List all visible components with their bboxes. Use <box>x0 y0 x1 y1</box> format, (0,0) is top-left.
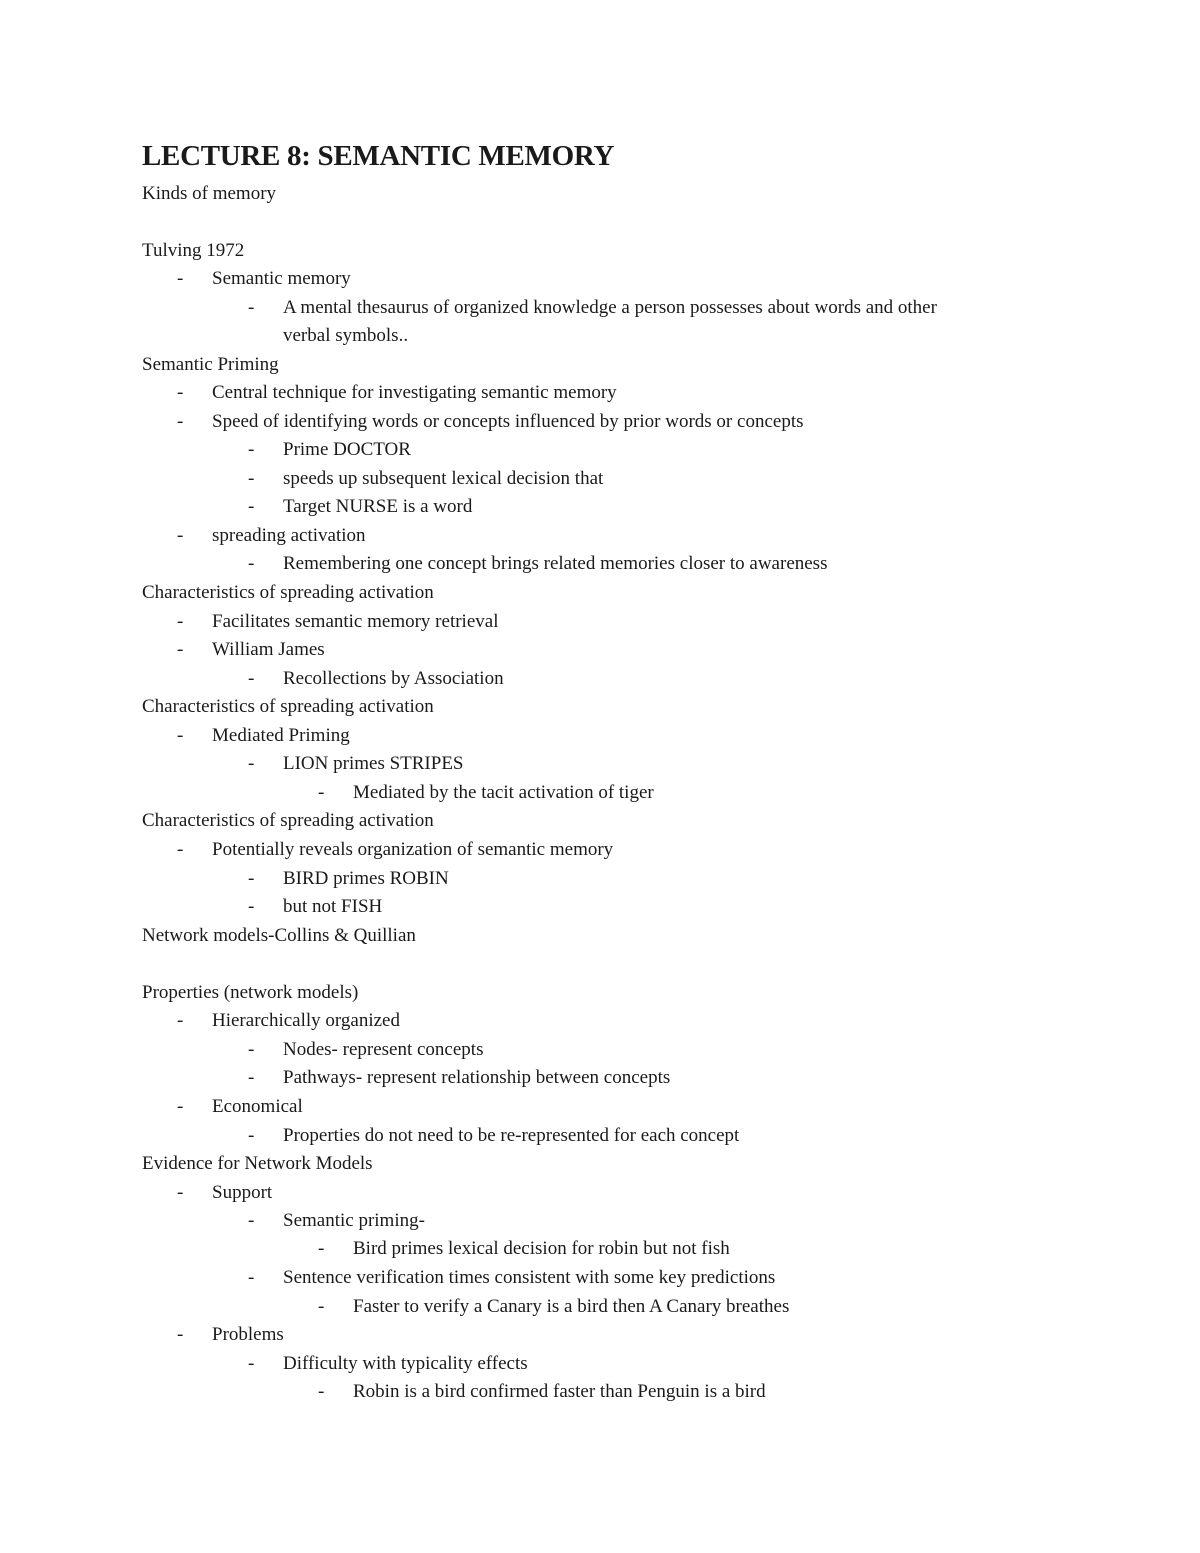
bullet-dash: - <box>248 297 255 318</box>
list-item: but not FISH <box>283 896 383 917</box>
list-item-continuation: verbal symbols.. <box>283 325 409 346</box>
bullet-dash: - <box>248 439 255 460</box>
bullet-dash: - <box>318 1238 325 1259</box>
bullet-dash: - <box>177 1182 184 1203</box>
bullet-dash: - <box>177 1324 184 1345</box>
list-item: Target NURSE is a word <box>283 496 473 517</box>
list-item: Remembering one concept brings related memories closer to awareness <box>283 553 828 574</box>
bullet-dash: - <box>248 668 255 689</box>
list-item: Hierarchically organized <box>212 1010 400 1031</box>
bullet-dash: - <box>177 411 184 432</box>
section-heading: Properties (network models) <box>142 982 359 1003</box>
bullet-dash: - <box>177 639 184 660</box>
bullet-dash: - <box>177 268 184 289</box>
list-item: Mediated Priming <box>212 725 350 746</box>
list-item: Prime DOCTOR <box>283 439 411 460</box>
bullet-dash: - <box>177 525 184 546</box>
section-heading: Tulving 1972 <box>142 240 245 261</box>
section-heading: Characteristics of spreading activation <box>142 696 434 717</box>
bullet-dash: - <box>248 1353 255 1374</box>
bullet-dash: - <box>248 753 255 774</box>
list-item: William James <box>212 639 325 660</box>
bullet-dash: - <box>177 611 184 632</box>
list-item: Speed of identifying words or concepts influenced by prior words or concepts <box>212 411 804 432</box>
bullet-dash: - <box>248 1125 255 1146</box>
bullet-dash: - <box>177 725 184 746</box>
list-item: Support <box>212 1182 273 1203</box>
section-heading: Characteristics of spreading activation <box>142 582 434 603</box>
bullet-dash: - <box>318 1296 325 1317</box>
section-heading: Characteristics of spreading activation <box>142 810 434 831</box>
list-item: Recollections by Association <box>283 668 504 689</box>
section-heading: Semantic Priming <box>142 354 279 375</box>
list-item: Mediated by the tacit activation of tiger <box>353 782 654 803</box>
list-item: Potentially reveals organization of semantic memory <box>212 839 614 860</box>
bullet-dash: - <box>248 1039 255 1060</box>
list-item: Robin is a bird confirmed faster than Penguin is a bird <box>353 1381 766 1402</box>
bullet-dash: - <box>177 1010 184 1031</box>
list-item: A mental thesaurus of organized knowledge a person possesses about words and other <box>283 297 937 318</box>
text-line: Kinds of memory <box>142 183 277 204</box>
list-item: speeds up subsequent lexical decision that <box>283 468 604 489</box>
bullet-dash: - <box>177 382 184 403</box>
bullet-dash: - <box>248 553 255 574</box>
list-item: Facilitates semantic memory retrieval <box>212 611 499 632</box>
list-item: Faster to verify a Canary is a bird then A Canary breathes <box>353 1296 790 1317</box>
list-item: BIRD primes ROBIN <box>283 868 449 889</box>
bullet-dash: - <box>248 868 255 889</box>
list-item: Difficulty with typicality effects <box>283 1353 528 1374</box>
bullet-dash: - <box>248 496 255 517</box>
list-item: Sentence verification times consistent with some key predictions <box>283 1267 776 1288</box>
bullet-dash: - <box>177 1096 184 1117</box>
list-item: Semantic priming- <box>283 1210 425 1231</box>
bullet-dash: - <box>318 782 325 803</box>
list-item: Central technique for investigating semantic memory <box>212 382 617 403</box>
list-item: Nodes- represent concepts <box>283 1039 484 1060</box>
list-item: Semantic memory <box>212 268 351 289</box>
list-item: Problems <box>212 1324 284 1345</box>
list-item: Bird primes lexical decision for robin but not fish <box>353 1238 730 1259</box>
list-item: Pathways- represent relationship between concepts <box>283 1067 671 1088</box>
bullet-dash: - <box>248 896 255 917</box>
list-item: Economical <box>212 1096 303 1117</box>
list-item: Properties do not need to be re-represented for each concept <box>283 1125 740 1146</box>
bullet-dash: - <box>248 1210 255 1231</box>
list-item: LION primes STRIPES <box>283 753 464 774</box>
bullet-dash: - <box>248 1267 255 1288</box>
bullet-dash: - <box>248 468 255 489</box>
bullet-dash: - <box>248 1067 255 1088</box>
bullet-dash: - <box>318 1381 325 1402</box>
bullet-dash: - <box>177 839 184 860</box>
section-heading: Evidence for Network Models <box>142 1153 373 1174</box>
page-title: LECTURE 8: SEMANTIC MEMORY <box>142 140 615 172</box>
section-heading: Network models-Collins & Quillian <box>142 925 416 946</box>
list-item: spreading activation <box>212 525 366 546</box>
